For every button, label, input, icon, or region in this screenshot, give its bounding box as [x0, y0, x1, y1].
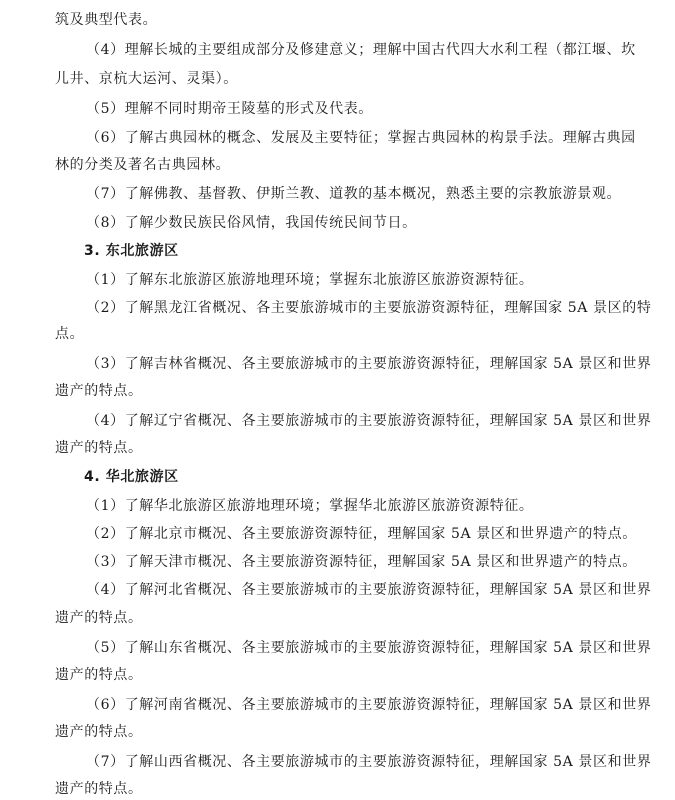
list-item-5-line-1: （5）了解山东省概况、各主要旅游城市的主要旅游资源特征，理解国家 5A 景区和世界 [86, 640, 652, 656]
list-item-6-line-1: （6）了解古典园林的概念、发展及主要特征；掌握古典园林的构景手法。理解古典园 [86, 130, 636, 146]
list-item-8: （8）了解少数民族民俗风情，我国传统民间节日。 [86, 215, 417, 231]
list-item-4-line-1: （4）理解长城的主要组成部分及修建意义；理解中国古代四大水利工程（都江堰、坎 [86, 42, 636, 58]
list-item-1: （1）了解东北旅游区旅游地理环境；掌握东北旅游区旅游资源特征。 [86, 272, 534, 288]
list-item-4-line-2: 儿井、京杭大运河、灵渠）。 [55, 71, 238, 87]
text-line: 筑及典型代表。 [55, 12, 158, 28]
list-item-7-line-1: （7）了解山西省概况、各主要旅游城市的主要旅游资源特征，理解国家 5A 景区和世界 [86, 754, 652, 770]
list-item-3: （3）了解天津市概况、各主要旅游资源特征，理解国家 5A 景区和世界遗产的特点。 [86, 554, 637, 570]
list-item-6-line-1: （6）了解河南省概况、各主要旅游城市的主要旅游资源特征，理解国家 5A 景区和世界 [86, 697, 652, 713]
list-item-3-line-1: （3）了解吉林省概况、各主要旅游城市的主要旅游资源特征，理解国家 5A 景区和世界 [86, 356, 652, 372]
list-item-2-line-1: （2）了解黑龙江省概况、各主要旅游城市的主要旅游资源特征，理解国家 5A 景区的特 [86, 300, 652, 316]
list-item-5-line-2: 遗产的特点。 [55, 667, 143, 683]
list-item-6-line-2: 林的分类及著名古典园林。 [55, 157, 231, 173]
list-item-4-line-1: （4）了解河北省概况、各主要旅游城市的主要旅游资源特征，理解国家 5A 景区和世界 [86, 582, 652, 598]
section-heading-north-china: 4. 华北旅游区 [84, 469, 179, 485]
section-heading-northeast: 3. 东北旅游区 [84, 243, 179, 259]
list-item-7-line-2: 遗产的特点。 [55, 781, 143, 797]
list-item-4-line-2: 遗产的特点。 [55, 440, 143, 456]
list-item-2-line-2: 点。 [55, 326, 85, 342]
list-item-6-line-2: 遗产的特点。 [55, 724, 143, 740]
list-item-4-line-2: 遗产的特点。 [55, 610, 143, 626]
list-item-4-line-1: （4）了解辽宁省概况、各主要旅游城市的主要旅游资源特征，理解国家 5A 景区和世界 [86, 413, 652, 429]
list-item-2: （2）了解北京市概况、各主要旅游资源特征，理解国家 5A 景区和世界遗产的特点。 [86, 526, 637, 542]
list-item-7: （7）了解佛教、基督教、伊斯兰教、道教的基本概况，熟悉主要的宗教旅游景观。 [86, 186, 622, 202]
list-item-1: （1）了解华北旅游区旅游地理环境；掌握华北旅游区旅游资源特征。 [86, 498, 534, 514]
list-item-3-line-2: 遗产的特点。 [55, 383, 143, 399]
list-item-5: （5）理解不同时期帝王陵墓的形式及代表。 [86, 101, 373, 117]
